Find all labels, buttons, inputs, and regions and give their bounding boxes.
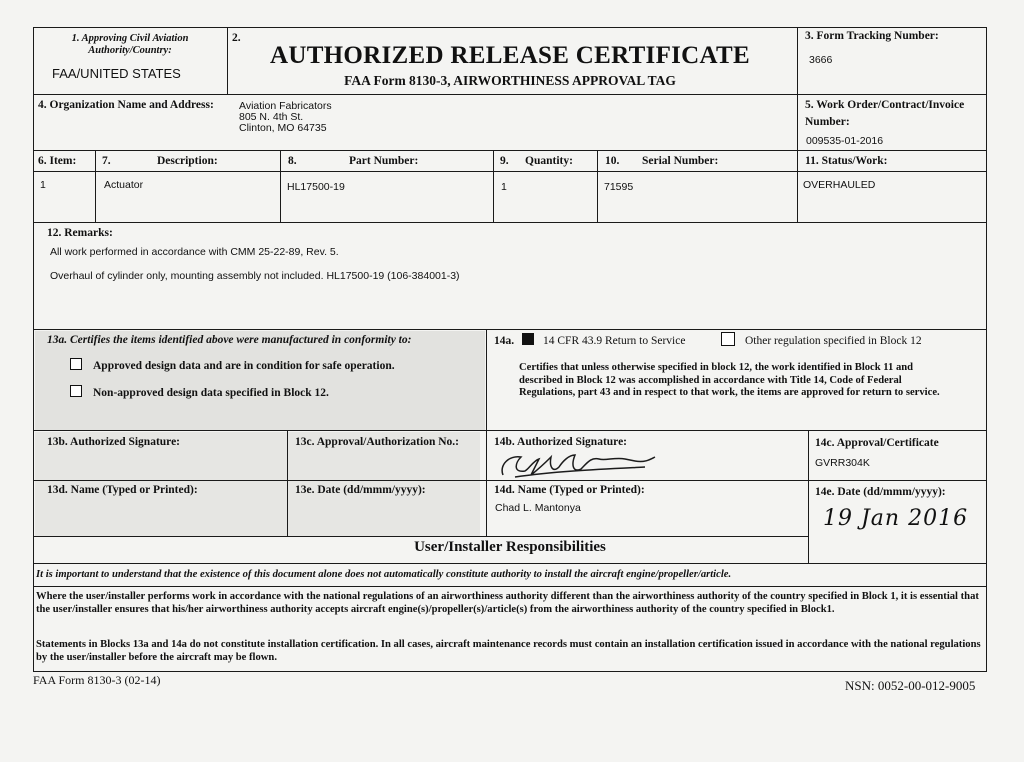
responsibilities-para-3: Statements in Blocks 13a and 14a do not constitute installation certification. In all cases, aircraft maintenance records must contain an installation certification issued in accordance with the national regulations by the user/installer before the aircraft may be flown. <box>36 639 981 663</box>
responsibilities-heading: User/Installer Responsibilities <box>414 539 606 555</box>
organization-street: 805 N. 4th St. <box>239 111 304 123</box>
block-14e-label: 14e. Date (dd/mmm/yyyy): <box>815 486 946 498</box>
col-serial-num: 10. <box>605 155 620 167</box>
col-item-label: 6. Item: <box>38 155 77 167</box>
return-to-service-checkbox[interactable] <box>522 333 534 345</box>
responsibilities-para-1: It is important to understand that the existence of this document alone does not automatically constitute authority to install the aircraft engine/propeller/article. <box>36 569 732 580</box>
form-subtitle: FAA Form 8130-3, AIRWORTHINESS APPROVAL TAG <box>344 73 676 88</box>
col-quantity-num: 9. <box>500 155 509 167</box>
block-14b-label: 14b. Authorized Signature: <box>494 436 628 448</box>
col-quantity-label: Quantity: <box>525 155 573 167</box>
block-13d-label: 13d. Name (Typed or Printed): <box>47 484 198 496</box>
col-status-label: 11. Status/Work: <box>805 155 888 167</box>
other-regulation-checkbox[interactable] <box>721 332 735 346</box>
non-approved-design-checkbox[interactable] <box>70 385 82 397</box>
col-description-num: 7. <box>102 155 111 167</box>
quantity-value: 1 <box>501 181 507 193</box>
organization-name: Aviation Fabricators <box>239 100 332 112</box>
description-value: Actuator <box>104 179 144 191</box>
block-13e-label: 13e. Date (dd/mmm/yyyy): <box>295 484 426 496</box>
nsn-number: NSN: 0052-00-012-9005 <box>845 678 976 693</box>
col-part-label: Part Number: <box>349 155 419 167</box>
block-3-label: 3. Form Tracking Number: <box>805 30 939 42</box>
block-1-label: 1. Approving Civil Aviation Authority/Country: <box>71 33 189 56</box>
col-serial-label: Serial Number: <box>642 155 719 167</box>
return-to-service-label: 14 CFR 43.9 Return to Service <box>543 335 686 347</box>
block-13b-label: 13b. Authorized Signature: <box>47 436 181 448</box>
approved-design-label: Approved design data and are in condition for safe operation. <box>93 360 395 372</box>
non-approved-design-label: Non-approved design data specified in Block 12. <box>93 387 329 399</box>
part-number-value: HL17500-19 <box>287 181 345 193</box>
block-4-label: 4. Organization Name and Address: <box>38 99 214 111</box>
block-12-label: 12. Remarks: <box>47 227 113 239</box>
block-5-label: 5. Work Order/Contract/Invoice Number: <box>805 99 965 128</box>
certificate-number-value: GVRR304K <box>815 457 870 469</box>
block-14d-label: 14d. Name (Typed or Printed): <box>494 484 645 496</box>
approved-design-checkbox[interactable] <box>70 358 82 370</box>
status-work-value: OVERHAULED <box>803 179 876 191</box>
responsibilities-para-2: Where the user/installer performs work in accordance with the national regulations of an airworthiness authority different than the airworthiness authority of the country specified in Block 1, it is essential that the user/installer ensures that his/her airworthiness authority accepts aircraft engine(s)/propeller(s)/article(s) from the airworthiness authority of the country specified in Block1. <box>36 591 979 615</box>
form-title: AUTHORIZED RELEASE CERTIFICATE <box>270 42 750 69</box>
item-value: 1 <box>40 179 46 191</box>
block-14c-label: 14c. Approval/Certificate <box>815 437 939 449</box>
remark-line-1: All work performed in accordance with CMM 25-22-89, Rev. 5. <box>50 246 339 258</box>
form-version: FAA Form 8130-3 (02-14) <box>33 673 161 687</box>
work-order-value: 009535-01-2016 <box>806 135 884 147</box>
approval-date-value: 19 Jan 2016 <box>823 506 969 531</box>
block-13a-label: 13a. Certifies the items identified above were manufactured in conformity to: <box>47 334 412 346</box>
signer-name-value: Chad L. Mantonya <box>495 502 581 514</box>
tracking-number-value: 3666 <box>809 54 833 66</box>
block-14a-label: 14a. <box>494 335 515 347</box>
remark-line-2: Overhaul of cylinder only, mounting assembly not included. HL17500-19 (106-384001-3) <box>50 270 460 282</box>
serial-number-value: 71595 <box>604 181 634 193</box>
col-description-label: Description: <box>157 155 218 167</box>
block-2-label: 2. <box>232 32 241 44</box>
organization-city: Clinton, MO 64735 <box>239 122 327 134</box>
col-part-num: 8. <box>288 155 297 167</box>
other-regulation-label: Other regulation specified in Block 12 <box>745 335 922 347</box>
block-14a-statement: Certifies that unless otherwise specified in block 12, the work identified in Block 11 and described in Block 12 was accomplished in accordance with Title 14, Code of Federal Regulations, part 43 and in respect to that work, the items are approved for return to service. <box>519 362 940 398</box>
authorized-signature <box>495 447 660 483</box>
approving-authority-value: FAA/UNITED STATES <box>52 66 181 81</box>
block-13c-label: 13c. Approval/Authorization No.: <box>295 436 459 448</box>
